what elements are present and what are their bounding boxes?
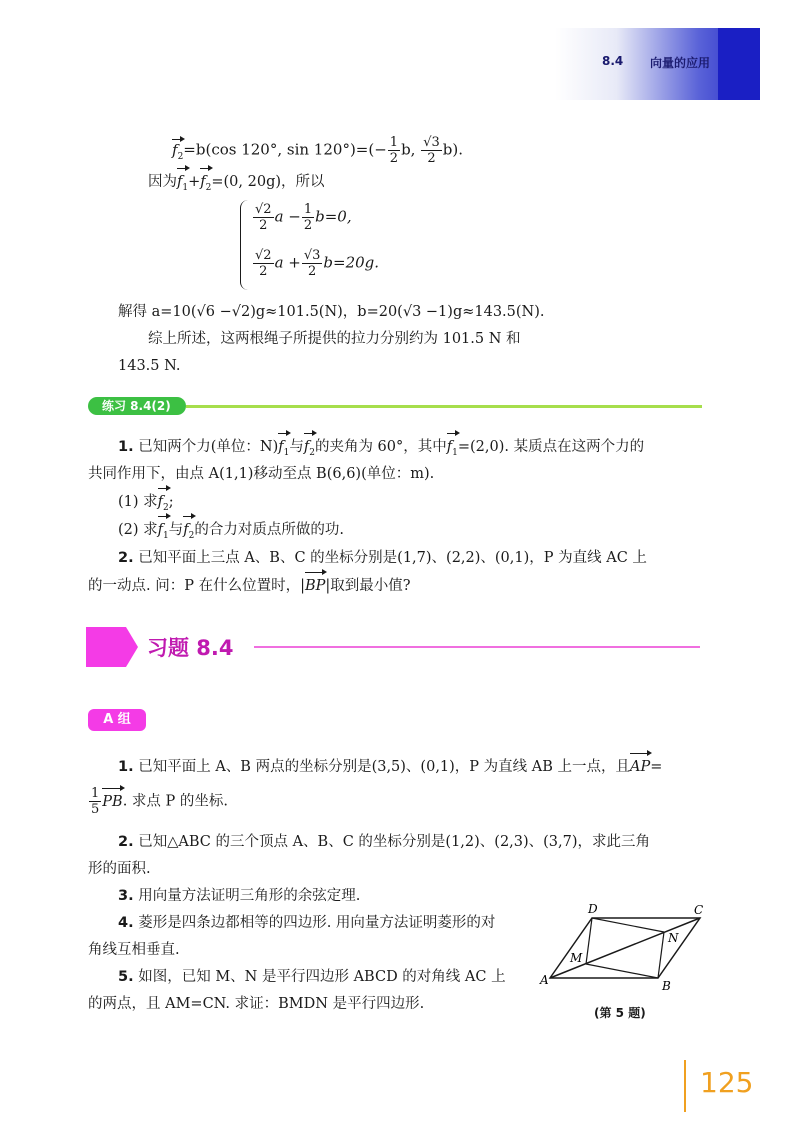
label-n: N — [668, 931, 679, 945]
exercise-q1-line1: 1. 已知平面上 A、B 两点的坐标分别是(3,5)、(0,1)，P 为直线 AB 上一点，且AP= — [118, 755, 662, 779]
conclusion-line-1: 综上所述，这两根绳子所提供的拉力分别约为 101.5 N 和 — [148, 331, 521, 347]
practice-q1-line1: 1. 已知两个力(单位：$N)f_1$与$f_2$的夹角为 60°，其中$f_1=(2,0)$. 某质点在这两个力的 — [118, 435, 644, 465]
exercise-q1-line2: $\frac{1}{5}$ PB. 求点 P 的坐标. — [91, 786, 229, 817]
exercise-rule — [254, 646, 700, 648]
exercise-q3: 3. 用向量方法证明三角形的余弦定理. — [118, 888, 361, 904]
label-c: C — [694, 903, 704, 917]
header-section-number: 8.4 — [602, 54, 624, 68]
solve-result: 解得 a=10(√6 −√2)g≈101.5(N)，b=20(√3 −1)g≈143.5(N). — [118, 304, 545, 320]
practice-q2-line2: 的一动点. 问：P 在什么位置时，|BP|取到最小值? — [88, 574, 411, 598]
system-equation-2: $\frac{√2}{2}$ a + $\frac{√3}{2}$ b=20g. — [255, 248, 380, 279]
exercise-q4-line1: 4. 菱形是四条边都相等的四边形. 用向量方法证明菱形的对 — [118, 915, 496, 931]
exercise-banner-arrow — [126, 627, 138, 667]
label-d: D — [588, 902, 598, 916]
because-line: 因为$f_1+f_2=(0$, 20g)，所以 — [148, 170, 325, 200]
exercise-q5-line1: 5. 如图，已知 M、N 是平行四边形 ABCD 的对角线 AC 上 — [118, 969, 506, 985]
header-section-title: 向量的应用 — [650, 56, 711, 70]
segment-dn — [592, 918, 664, 932]
segment-bm — [586, 964, 658, 978]
system-equation-1: $\frac{√2}{2}$ a − $\frac{1}{2}$ b=0, — [255, 202, 352, 233]
practice-q1-line2: 共同作用下，由点 A(1,1)移动至点 B(6,6)(单位：m). — [88, 466, 435, 482]
conclusion-line-2: 143.5 N. — [118, 358, 181, 374]
exercise-banner-tab — [86, 627, 126, 667]
f2-equation: $f_2=b(\cos$ 120°, sin 120°)=(− $\frac{1}{2}$ b, $\frac{√3}{2}$ b). — [172, 135, 463, 166]
label-a: A — [540, 973, 549, 987]
exercise-title: 习题 8.4 — [147, 636, 234, 660]
header-blue-block — [718, 28, 760, 100]
practice-q1-sub1: (1) 求$f_2$; — [118, 490, 174, 520]
page-number-rule — [684, 1060, 686, 1112]
exercise-q4-line2: 角线互相垂直. — [88, 942, 180, 958]
exercise-q2-line1: 2. 已知△ABC 的三个顶点 A、B、C 的坐标分别是(1,2)、(2,3)、(3,7)，求此三角 — [118, 834, 651, 850]
label-b: B — [662, 979, 671, 993]
group-a-label: A 组 — [88, 709, 146, 731]
vector-f2: $f_2$ — [172, 140, 184, 162]
diagonal-ac — [550, 918, 700, 978]
practice-label: 练习 8.4(2) — [88, 397, 186, 415]
practice-q1-sub2: (2) 求$f_1$与$f_2$的合力对质点所做的功. — [118, 518, 344, 548]
practice-q2-line1: 2. 已知平面上三点 A、B、C 的坐标分别是(1,7)、(2,2)、(0,1)，P 为直线 AC 上 — [118, 550, 647, 566]
exercise-q5-line2: 的两点，且 AM=CN. 求证：BMDN 是平行四边形. — [88, 996, 425, 1012]
label-m: M — [570, 951, 583, 965]
practice-rule — [186, 405, 702, 408]
figure-caption: (第 5 题) — [594, 1006, 646, 1020]
exercise-q2-line2: 形的面积. — [88, 861, 151, 877]
page-number: 125 — [700, 1066, 754, 1099]
equation-system-brace — [240, 200, 251, 290]
parallelogram-figure — [530, 900, 710, 1000]
